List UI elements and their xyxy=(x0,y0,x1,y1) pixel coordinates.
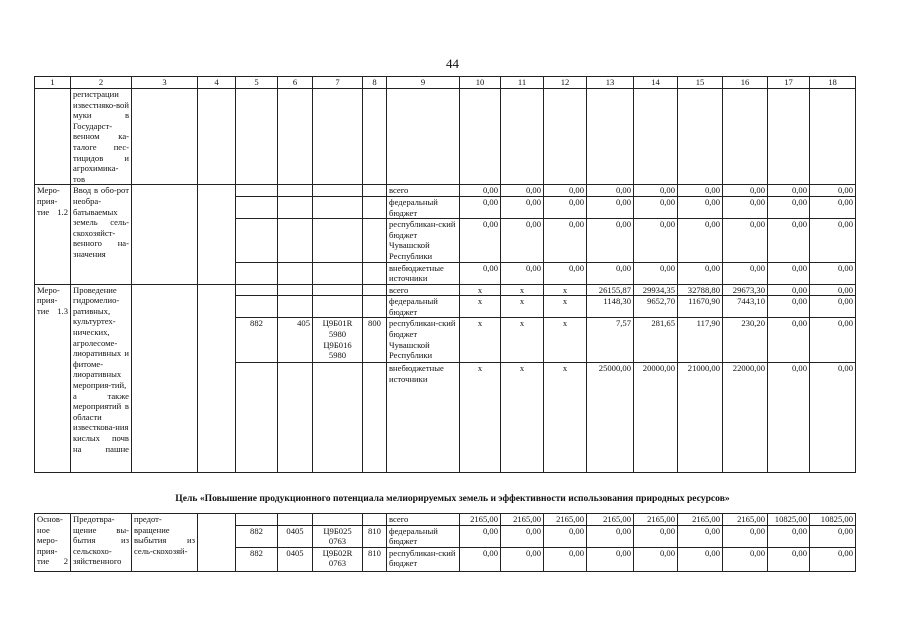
value-cell: 0,00 xyxy=(723,547,768,571)
value-cell: 0,00 xyxy=(460,547,501,571)
value-cell: 2165,00 xyxy=(544,514,587,526)
value-cell: 0,00 xyxy=(768,525,810,547)
col-header: 11 xyxy=(501,77,544,89)
target-article-code: Ц9Б025 0763 xyxy=(313,525,363,547)
value-cell: 0,00 xyxy=(587,185,634,197)
value-cell: 0,00 xyxy=(544,185,587,197)
value-cell: 117,90 xyxy=(678,318,723,363)
value-cell: 0,00 xyxy=(810,196,856,218)
value-cell: 0,00 xyxy=(678,196,723,218)
value-cell: 10825,00 xyxy=(810,514,856,526)
value-cell: 29673,30 xyxy=(723,284,768,296)
measure-name: Меро-прия-тие 1.3 xyxy=(35,284,71,473)
value-cell: x xyxy=(544,296,587,318)
funding-source: республикан-ский бюджет xyxy=(387,547,460,571)
value-cell: 21000,00 xyxy=(678,363,723,473)
value-cell: 0,00 xyxy=(810,525,856,547)
value-cell: 0,00 xyxy=(634,219,678,262)
value-cell: 0,00 xyxy=(768,296,810,318)
value-cell: 20000,00 xyxy=(634,363,678,473)
value-cell: 0,00 xyxy=(587,196,634,218)
value-cell: 0,00 xyxy=(678,525,723,547)
value-cell: 0,00 xyxy=(501,196,544,218)
value-cell: 29934,35 xyxy=(634,284,678,296)
funding-source: республикан-ский бюджет Чувашской Республики xyxy=(387,219,460,262)
value-cell: 7443,10 xyxy=(723,296,768,318)
grbs-code: 882 xyxy=(236,318,278,363)
value-cell: 22000,00 xyxy=(723,363,768,473)
value-cell: 0,00 xyxy=(587,525,634,547)
col-header: 10 xyxy=(460,77,501,89)
value-cell: x xyxy=(501,284,544,296)
funding-source: республикан-ский бюджет Чувашской Республики xyxy=(387,318,460,363)
value-cell: 0,00 xyxy=(768,547,810,571)
value-cell: 1148,30 xyxy=(587,296,634,318)
col-header: 6 xyxy=(278,77,313,89)
col-header: 9 xyxy=(387,77,460,89)
goal-heading: Цель «Повышение продукционного потенциала мелиорируемых земель и эффективности использования природных ресурсов» xyxy=(175,493,730,504)
value-cell: 0,00 xyxy=(460,525,501,547)
section-code xyxy=(278,514,313,526)
section-code: 0405 xyxy=(278,547,313,571)
col-header: 1 xyxy=(35,77,71,89)
value-cell: 0,00 xyxy=(678,219,723,262)
col-header: 4 xyxy=(198,77,236,89)
expense-type-code: 810 xyxy=(363,547,387,571)
value-cell: 0,00 xyxy=(768,284,810,296)
value-cell: 0,00 xyxy=(544,196,587,218)
target-article-code: Ц9Б01R 5980 Ц9Б016 5980 xyxy=(313,318,363,363)
value-cell: 0,00 xyxy=(678,262,723,284)
value-cell: 0,00 xyxy=(768,363,810,473)
col-header: 12 xyxy=(544,77,587,89)
value-cell: 0,00 xyxy=(460,219,501,262)
value-cell: 230,20 xyxy=(723,318,768,363)
value-cell: x xyxy=(501,363,544,473)
table-row xyxy=(35,284,856,296)
column-header-row xyxy=(35,77,856,89)
value-cell: 32788,80 xyxy=(678,284,723,296)
grbs-code xyxy=(236,514,278,526)
page-number: 44 xyxy=(446,56,459,71)
program-table xyxy=(34,76,856,473)
value-cell: 2165,00 xyxy=(501,514,544,526)
value-cell: 0,00 xyxy=(810,262,856,284)
value-cell: 0,00 xyxy=(768,262,810,284)
target-article-code: Ц9Б02R 0763 xyxy=(313,547,363,571)
value-cell: 2165,00 xyxy=(460,514,501,526)
funding-source: всего xyxy=(387,185,460,197)
funding-source: федеральный бюджет xyxy=(387,296,460,318)
value-cell: 2165,00 xyxy=(723,514,768,526)
value-cell: 0,00 xyxy=(678,185,723,197)
section-code: 0405 xyxy=(278,525,313,547)
value-cell: 0,00 xyxy=(723,219,768,262)
value-cell: 7,57 xyxy=(587,318,634,363)
value-cell: 0,00 xyxy=(501,219,544,262)
value-cell: 0,00 xyxy=(634,185,678,197)
target-article-code xyxy=(313,514,363,526)
value-cell: 0,00 xyxy=(723,196,768,218)
value-cell: x xyxy=(460,296,501,318)
value-cell: 25000,00 xyxy=(587,363,634,473)
col-header: 7 xyxy=(313,77,363,89)
funding-source: внебюджетные источники xyxy=(387,262,460,284)
value-cell: x xyxy=(544,318,587,363)
value-cell: 0,00 xyxy=(587,262,634,284)
value-cell: 2165,00 xyxy=(678,514,723,526)
funding-source: внебюджетные источники xyxy=(387,363,460,473)
funding-source: федеральный бюджет xyxy=(387,196,460,218)
measure-name: Основ-ное меро-прия-тие 2 xyxy=(35,514,71,572)
value-cell: 0,00 xyxy=(544,262,587,284)
col-header: 3 xyxy=(132,77,198,89)
value-cell: 0,00 xyxy=(810,363,856,473)
value-cell: 0,00 xyxy=(501,262,544,284)
table-row xyxy=(35,185,856,197)
value-cell: 2165,00 xyxy=(587,514,634,526)
value-cell: 0,00 xyxy=(460,196,501,218)
value-cell: x xyxy=(544,363,587,473)
expense-type-code: 800 xyxy=(363,318,387,363)
col-header: 14 xyxy=(634,77,678,89)
program-table-continued xyxy=(34,513,856,572)
col-header: 8 xyxy=(363,77,387,89)
value-cell: 0,00 xyxy=(634,547,678,571)
value-cell: 0,00 xyxy=(634,262,678,284)
value-cell: 0,00 xyxy=(634,196,678,218)
value-cell: x xyxy=(460,363,501,473)
value-cell: 26155,87 xyxy=(587,284,634,296)
col-header: 2 xyxy=(71,77,132,89)
target-indicator: предот-вращение выбытия из сель-скохозяй- xyxy=(132,514,198,572)
table-row xyxy=(35,514,856,526)
value-cell: 0,00 xyxy=(768,196,810,218)
value-cell: 0,00 xyxy=(810,547,856,571)
continued-text: регистрации известняко-вой муки в Государст-венном ка-талоге пес-тицидов и агрохимика-тов xyxy=(71,89,132,185)
value-cell: 0,00 xyxy=(723,185,768,197)
value-cell: 0,00 xyxy=(723,525,768,547)
table-row xyxy=(35,89,856,185)
value-cell: 0,00 xyxy=(810,284,856,296)
value-cell: 11670,90 xyxy=(678,296,723,318)
value-cell: 0,00 xyxy=(810,185,856,197)
funding-source: всего xyxy=(387,284,460,296)
value-cell: 0,00 xyxy=(768,185,810,197)
col-header: 18 xyxy=(810,77,856,89)
funding-source: федеральный бюджет xyxy=(387,525,460,547)
value-cell: 0,00 xyxy=(501,547,544,571)
value-cell: 0,00 xyxy=(460,185,501,197)
value-cell: 0,00 xyxy=(634,525,678,547)
value-cell: 0,00 xyxy=(501,185,544,197)
value-cell: 0,00 xyxy=(501,525,544,547)
measure-title: Ввод в обо-рот необра-батываемых земель сель-скохозяйст-венного на-значения xyxy=(71,185,132,284)
value-cell: 0,00 xyxy=(544,219,587,262)
measure-name: Меро-прия-тие 1.2 xyxy=(35,185,71,284)
value-cell: x xyxy=(544,284,587,296)
col-header: 5 xyxy=(236,77,278,89)
value-cell: 0,00 xyxy=(810,219,856,262)
value-cell: 0,00 xyxy=(544,547,587,571)
value-cell: x xyxy=(460,318,501,363)
grbs-code: 882 xyxy=(236,547,278,571)
value-cell: 0,00 xyxy=(810,318,856,363)
value-cell: x xyxy=(460,284,501,296)
measure-title: Проведение гидромелио-ративных, культуртех-нических, агролесоме-лиоративных и фитоме-лиоративных мероприя-тий, а также мероприятий в области известкова-ния кислых почв на пашне xyxy=(71,284,132,473)
value-cell: 0,00 xyxy=(678,547,723,571)
value-cell: 0,00 xyxy=(460,262,501,284)
value-cell: 10825,00 xyxy=(768,514,810,526)
value-cell: 0,00 xyxy=(587,547,634,571)
value-cell: 0,00 xyxy=(723,262,768,284)
col-header: 13 xyxy=(587,77,634,89)
expense-type-code: 810 xyxy=(363,525,387,547)
value-cell: x xyxy=(501,318,544,363)
grbs-code: 882 xyxy=(236,525,278,547)
value-cell: 0,00 xyxy=(768,219,810,262)
measure-title: Предотвра-щение вы-бытия из сельскохо-зяйственного xyxy=(71,514,132,572)
funding-source: всего xyxy=(387,514,460,526)
value-cell: x xyxy=(501,296,544,318)
value-cell: 0,00 xyxy=(544,525,587,547)
section-code: 405 xyxy=(278,318,313,363)
value-cell: 281,65 xyxy=(634,318,678,363)
value-cell: 2165,00 xyxy=(634,514,678,526)
col-header: 15 xyxy=(678,77,723,89)
value-cell: 0,00 xyxy=(587,219,634,262)
col-header: 16 xyxy=(723,77,768,89)
value-cell: 0,00 xyxy=(810,296,856,318)
expense-type-code xyxy=(363,514,387,526)
value-cell: 0,00 xyxy=(768,318,810,363)
value-cell: 9652,70 xyxy=(634,296,678,318)
col-header: 17 xyxy=(768,77,810,89)
